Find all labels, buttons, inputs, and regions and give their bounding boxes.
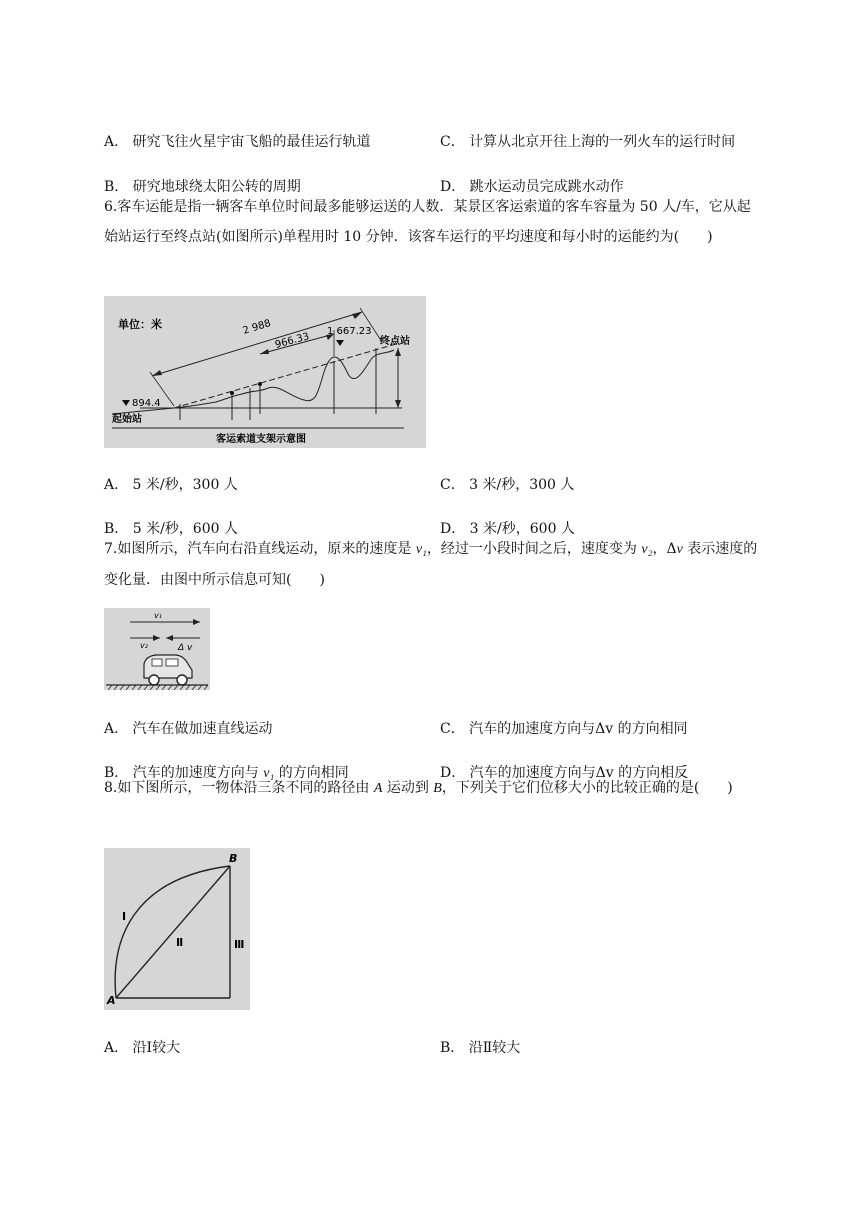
q7-stem <box>104 534 764 595</box>
q5-option-c[interactable]: C． 计算从北京开往上海的一列火车的运行时间 <box>440 134 736 150</box>
unit-label: 单位：米 <box>118 318 162 331</box>
mid-label: 966.33 <box>273 331 311 351</box>
path-diagram <box>104 848 250 1010</box>
tower-top <box>230 391 234 395</box>
start-height-label: 894.4 <box>132 398 161 409</box>
q8-stem-part: 运动到 <box>382 780 434 796</box>
v2-var: v₂ <box>641 542 653 557</box>
q7-stem-part: 表示速度的变化量．由图中所示信息可知( ) <box>104 541 758 588</box>
figure-caption: 客运索道支架示意图 <box>216 434 306 445</box>
arrowhead <box>352 312 362 319</box>
q8-stem-part: ，下列关于它们位移大小的比较正确的是( ) <box>441 780 733 796</box>
q7-option-a[interactable]: A． 汽车在做加速直线运动 <box>104 721 273 737</box>
arrowhead <box>260 349 269 354</box>
q8-stem <box>104 773 764 804</box>
q7-option-b-text: B． 汽车的加速度方向与 <box>104 765 264 781</box>
cableway-diagram <box>104 296 426 448</box>
q8-stem-part: 8.如下图所示，一物体沿三条不同的路径由 <box>104 780 374 796</box>
q6-option-d[interactable]: D． 3 米/秒，600 人 <box>440 521 575 537</box>
q7-stem-part: 7.如图所示，汽车向右沿直线运动，原来的速度是 <box>104 541 416 557</box>
point-b-label: B <box>229 852 238 865</box>
q7-option-b-text: 的方向相同 <box>274 765 349 781</box>
dv-label: Δ v <box>178 643 193 653</box>
car-window <box>166 659 178 666</box>
q8-option-a[interactable]: A． 沿Ⅰ较大 <box>104 1040 181 1056</box>
q6-cableway-figure <box>104 296 426 448</box>
car-window <box>152 659 162 666</box>
arrowhead <box>166 635 173 641</box>
point-a-label: A <box>107 994 116 1007</box>
q6-option-a[interactable]: A． 5 米/秒，300 人 <box>104 477 238 493</box>
wheel-icon <box>177 675 187 685</box>
q7-stem-part: ，经过一小段时间之后，速度变为 <box>426 541 642 557</box>
tower-top <box>258 382 262 386</box>
v1-var: v₁ <box>263 766 275 781</box>
path-iii-label: Ⅲ <box>234 938 245 951</box>
q6-option-c[interactable]: C． 3 米/秒，300 人 <box>440 477 575 493</box>
path-i-label: Ⅰ <box>122 910 127 923</box>
arrowhead <box>193 619 200 625</box>
car-icon <box>144 655 192 678</box>
velocity-diagram <box>104 608 210 690</box>
q5-option-d[interactable]: D． 跳水运动员完成跳水动作 <box>440 179 624 195</box>
road-hatching <box>108 685 208 690</box>
q7-option-c[interactable]: C． 汽车的加速度方向与Δv 的方向相同 <box>440 721 688 737</box>
q5-option-b[interactable]: B． 研究地球绕太阳公转的周期 <box>104 179 301 195</box>
q8-path-figure <box>104 848 250 1010</box>
q8-option-b[interactable]: B． 沿Ⅱ较大 <box>440 1040 521 1056</box>
point-a-var: A <box>373 781 383 796</box>
q7-stem-part: ，Δ <box>652 541 677 557</box>
q6-option-b[interactable]: B． 5 米/秒，600 人 <box>104 521 238 537</box>
dv-var: v <box>676 542 683 557</box>
arrowhead <box>153 635 160 641</box>
arrowhead <box>152 370 162 376</box>
v1-label: v₁ <box>154 611 162 620</box>
v2-label: v₂ <box>140 641 148 650</box>
length-label: 2 988 <box>241 317 273 337</box>
v1-var: v₁ <box>415 542 427 557</box>
peak-marker-icon <box>336 340 344 346</box>
q7-car-figure <box>104 608 210 690</box>
start-marker-icon <box>122 400 130 406</box>
q6-stem: 6.客车运能是指一辆客车单位时间最多能够运送的人数．某景区客运索道的客车容量为 50 人/车，它从起始站运行至终点站(如图所示)单程用时 10 分钟．该客车运行的平均速度和每小时的运能约为( ) <box>104 199 751 245</box>
q7-option-d[interactable]: D． 汽车的加速度方向与Δv 的方向相反 <box>440 765 689 781</box>
height-label: 1 667.23 <box>327 326 372 337</box>
start-station-label: 起始站 <box>112 414 142 425</box>
path-ii-label: Ⅱ <box>176 936 184 949</box>
q5-option-a[interactable]: A． 研究飞往火星宇宙飞船的最佳运行轨道 <box>104 134 371 150</box>
end-station-label: 终点站 <box>380 336 410 347</box>
arrowhead <box>395 400 401 408</box>
cable-line <box>174 344 396 408</box>
path-ii <box>116 866 230 998</box>
point-b-var: B <box>433 781 442 796</box>
arrowhead <box>395 348 401 356</box>
wheel-icon <box>149 675 159 685</box>
